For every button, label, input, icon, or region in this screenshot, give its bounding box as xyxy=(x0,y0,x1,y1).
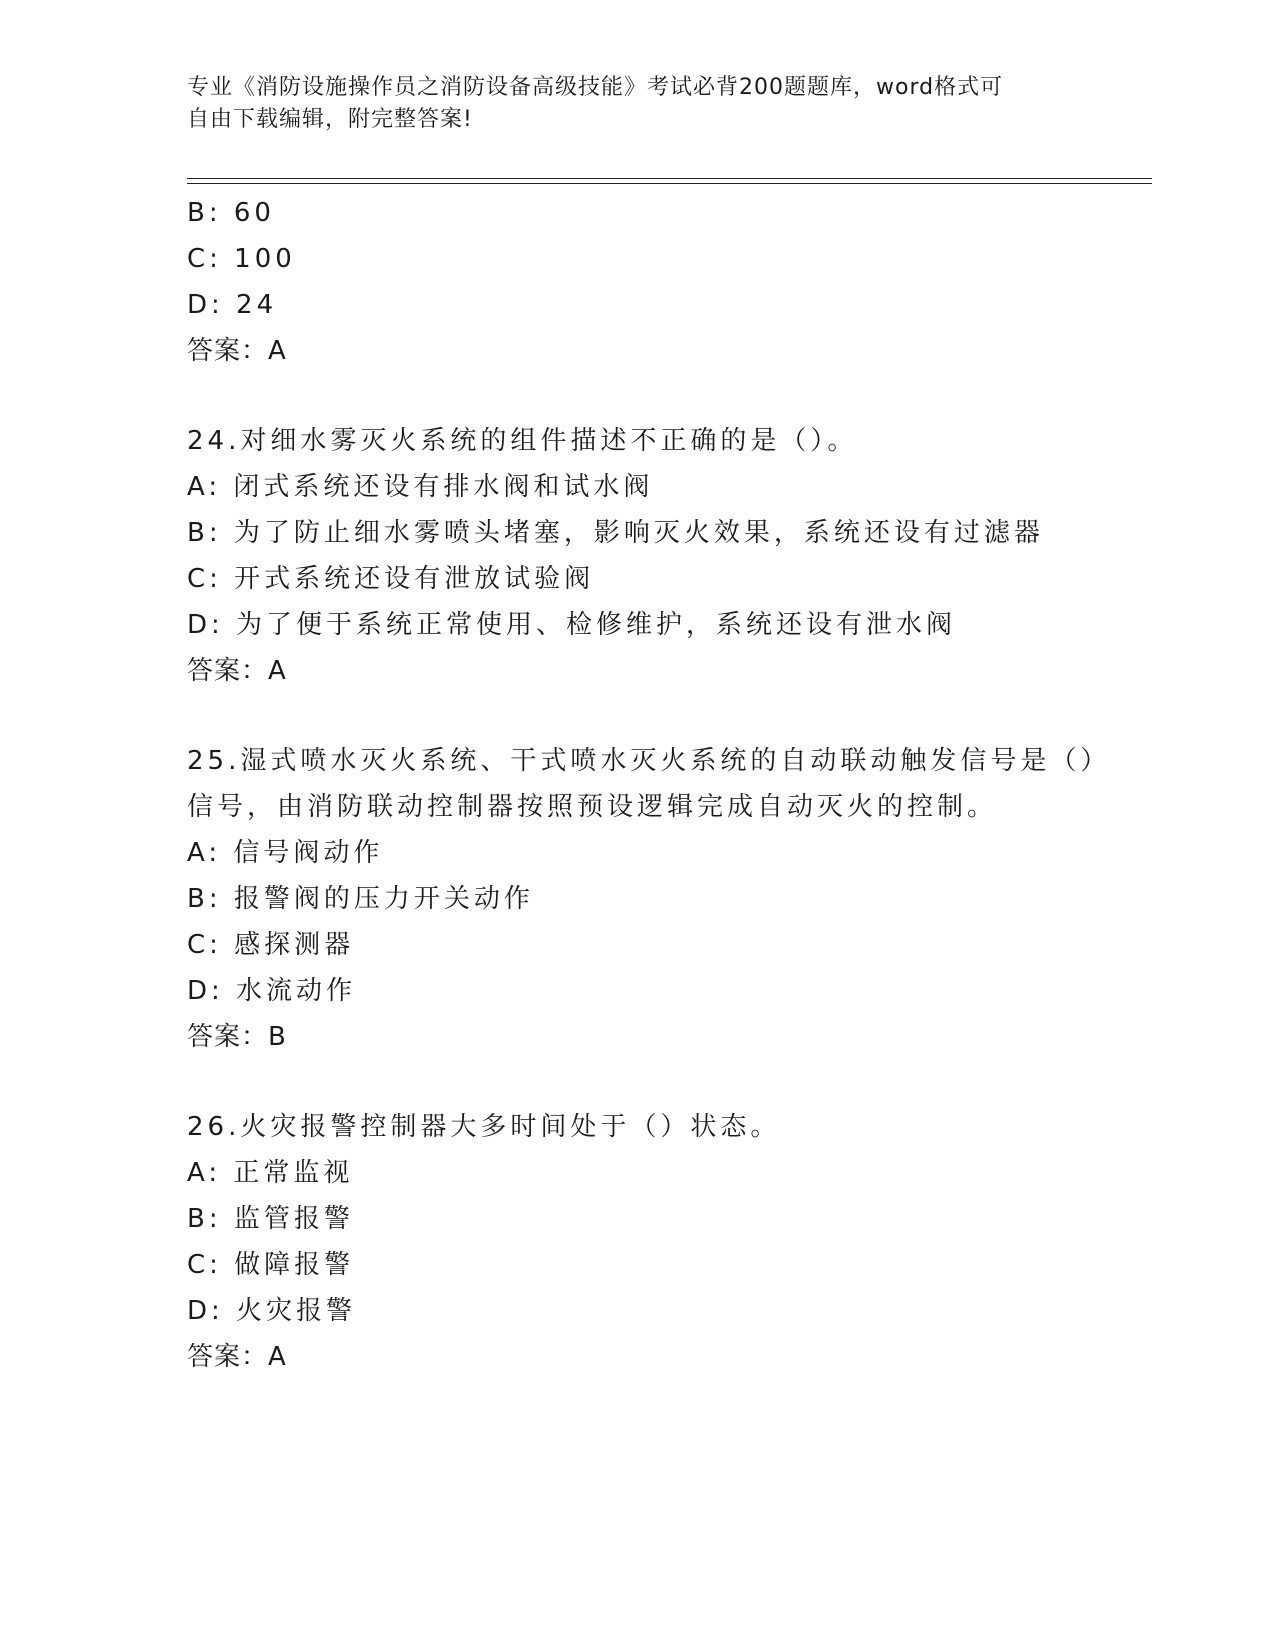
answer-line: 答案：A xyxy=(187,336,287,366)
question-stem-line-1: 25.湿式喷水灭火系统、干式喷水灭火系统的自动联动触发信号是（） xyxy=(187,746,1111,776)
option-b: B: 监管报警 xyxy=(187,1204,354,1234)
question-stem: 26.火灾报警控制器大多时间处于（）状态。 xyxy=(187,1112,781,1142)
option-d: D: 火灾报警 xyxy=(187,1296,357,1326)
option-d: D: 水流动作 xyxy=(187,976,357,1006)
question-stem-line-2: 信号，由消防联动控制器按照预设逻辑完成自动灭火的控制。 xyxy=(187,792,998,822)
option-d: D: 24 xyxy=(187,290,278,320)
option-c: C: 开式系统还设有泄放试验阀 xyxy=(187,564,595,594)
document-header xyxy=(187,72,1067,136)
option-a: A: 闭式系统还设有排水阀和试水阀 xyxy=(187,472,654,502)
answer-line: 答案：A xyxy=(187,1342,287,1372)
option-a: A: 正常监视 xyxy=(187,1158,354,1188)
option-d: D: 为了便于系统正常使用、检修维护，系统还设有泄水阀 xyxy=(187,610,957,640)
header-line-1: 专业《消防设施操作员之消防设备高级技能》考试必背200题题库，word格式可 xyxy=(187,75,1004,100)
option-b: B: 报警阀的压力开关动作 xyxy=(187,884,534,914)
question-25 xyxy=(187,738,1147,1060)
header-line-2: 自由下载编辑，附完整答案! xyxy=(187,107,473,132)
option-c: C: 100 xyxy=(187,244,296,274)
question-26 xyxy=(187,1104,1147,1380)
document-body xyxy=(187,190,1147,1380)
option-c: C: 做障报警 xyxy=(187,1250,355,1280)
answer-line: 答案：A xyxy=(187,656,287,686)
header-divider-top xyxy=(187,178,1152,179)
question-stem: 24.对细水雾灭火系统的组件描述不正确的是（）。 xyxy=(187,426,858,456)
option-c: C: 感探测器 xyxy=(187,930,355,960)
option-a: A: 信号阀动作 xyxy=(187,838,384,868)
option-b: B: 60 xyxy=(187,198,275,228)
option-b: B: 为了防止细水雾喷头堵塞，影响灭火效果，系统还设有过滤器 xyxy=(187,518,1044,548)
question-24 xyxy=(187,418,1147,694)
prev-question-continuation xyxy=(187,190,1147,374)
header-divider-bottom xyxy=(187,183,1152,184)
answer-line: 答案：B xyxy=(187,1022,287,1052)
